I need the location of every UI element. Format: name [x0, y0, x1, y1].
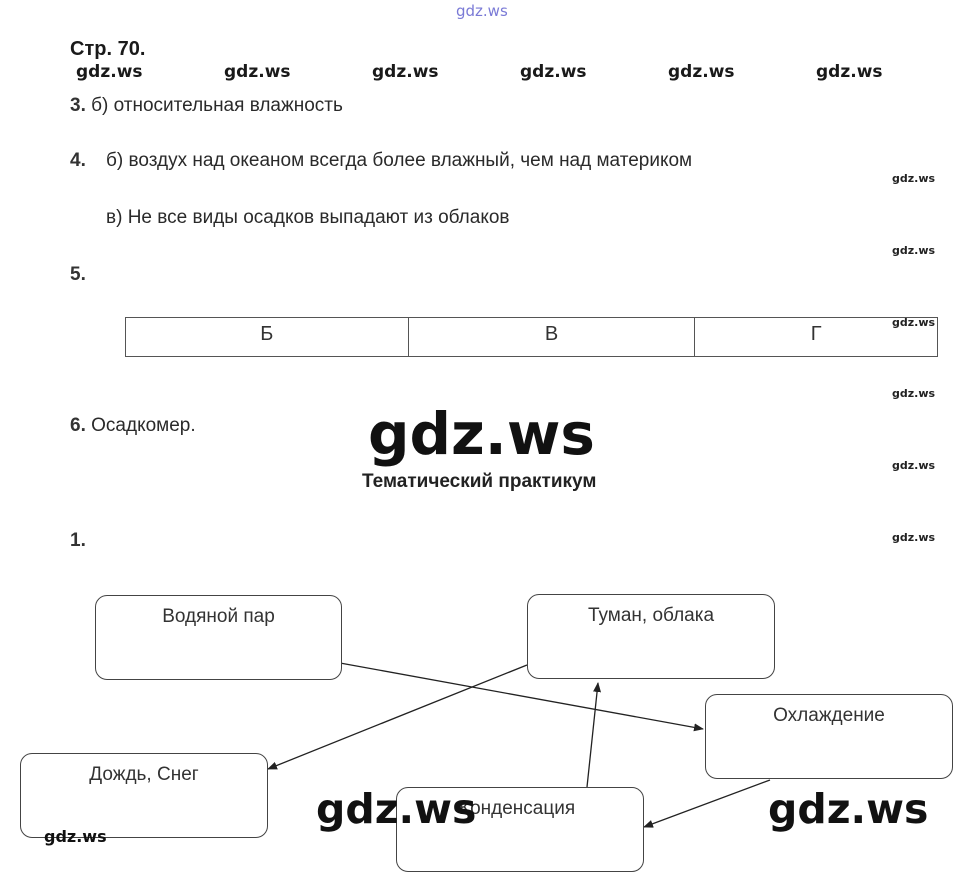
answer-4-b: б) воздух над океаном всегда более влажный, чем над материком: [106, 150, 693, 171]
answer-number-5: 5.: [70, 264, 86, 285]
watermark-bottom-left: gdz.ws: [44, 827, 107, 846]
watermark-bottom-mid: gdz.ws: [316, 785, 477, 833]
table-cell: В: [408, 318, 695, 357]
watermark-small: gdz.ws: [892, 172, 936, 185]
watermark-small: gdz.ws: [892, 531, 936, 544]
box-label: Туман, облака: [587, 605, 715, 626]
arrow-condensation-to-fog: [587, 683, 598, 787]
answer-number: 6.: [70, 415, 86, 436]
watermark: gdz.ws: [372, 62, 439, 82]
watermark-small: gdz.ws: [892, 459, 936, 472]
answer-number-4: 4.: [70, 150, 86, 171]
watermark: gdz.ws: [668, 62, 735, 82]
watermark-small: gdz.ws: [892, 316, 936, 329]
table-cell: Б: [126, 318, 409, 357]
watermark: gdz.ws: [816, 62, 883, 82]
table-cell: Г: [695, 318, 938, 357]
box-cooling: [705, 694, 953, 779]
box-rain-snow: [20, 753, 268, 838]
section-title: Тематический практикум: [362, 471, 597, 492]
watermark-bottom-right: gdz.ws: [768, 785, 929, 833]
answer-4-c: в) Не все виды осадков выпадают из облаков: [106, 207, 510, 228]
answer-text: б) относительная влажность: [91, 95, 343, 116]
box-label: Водяной пар: [162, 606, 275, 627]
watermark: gdz.ws: [224, 62, 291, 82]
box-label: Охлаждение: [773, 705, 885, 726]
watermark-small: gdz.ws: [892, 244, 936, 257]
watermark-small: gdz.ws: [892, 387, 936, 400]
task-number-1: 1.: [70, 530, 86, 551]
arrow-fog-to-rain: [268, 665, 527, 769]
box-water-vapor: [95, 595, 342, 680]
watermark: gdz.ws: [76, 62, 143, 82]
box-label: Конденсация: [459, 798, 576, 819]
box-fog-clouds: [527, 594, 775, 679]
arrow-cooling-to-condensation: [644, 780, 770, 827]
box-label: Дождь, Снег: [89, 764, 199, 785]
answer-number: 3.: [70, 95, 86, 116]
watermark-top: gdz.ws: [456, 2, 508, 20]
answer-text: Осадкомер.: [91, 415, 196, 436]
watermark: gdz.ws: [520, 62, 587, 82]
watermark-large: gdz.ws: [368, 400, 595, 468]
page-label: Стр. 70.: [70, 38, 146, 60]
